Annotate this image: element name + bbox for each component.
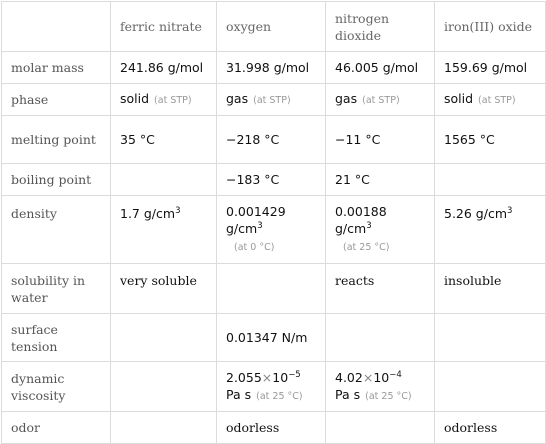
row-label: molar mass: [2, 52, 111, 84]
table-cell: [435, 314, 546, 362]
viscosity-value: $2.055\times 10^{-5}$: [226, 369, 301, 385]
density-condition: (at 25 °C): [343, 242, 390, 253]
table-cell: [326, 84, 435, 116]
phase-value: gas: [226, 91, 249, 106]
table-cell: −218 °C: [217, 116, 326, 164]
column-header: oxygen: [217, 2, 326, 52]
table-cell: −11 °C: [326, 116, 435, 164]
table-cell: 21 °C: [326, 164, 435, 196]
table-row-solubility: [2, 264, 546, 314]
column-header: ferric nitrate: [111, 2, 217, 52]
table-cell: 1565 °C: [435, 116, 546, 164]
phase-condition: (at STP): [154, 95, 192, 106]
density-exponent: 3: [507, 205, 513, 216]
table-cell: 35 °C: [111, 116, 217, 164]
table-cell: [435, 164, 546, 196]
table-row-density: [2, 196, 546, 264]
table-row-boiling-point: [2, 164, 546, 196]
table-cell: [326, 362, 435, 412]
table-cell: [326, 412, 435, 444]
density-value: 0.001429 g/cm: [226, 204, 286, 236]
viscosity-unit: Pa s: [335, 386, 361, 402]
table-cell: 241.86 g/mol: [111, 52, 217, 84]
table-cell: [111, 412, 217, 444]
row-label: melting point: [2, 116, 111, 164]
phase-value: solid: [120, 91, 150, 106]
column-header: iron(III) oxide: [435, 2, 546, 52]
row-label: solubility in water: [2, 264, 111, 314]
density-value: 5.26 g/cm: [444, 206, 508, 221]
phase-condition: (at STP): [478, 95, 516, 106]
table-cell: [435, 196, 546, 264]
viscosity-condition: (at 25 °C): [256, 390, 303, 402]
table-cell: [217, 196, 326, 264]
table-cell: odorless: [435, 412, 546, 444]
table-cell: [326, 314, 435, 362]
table-cell: [111, 362, 217, 412]
column-header: nitrogen dioxide: [326, 2, 435, 52]
table-cell: 31.998 g/mol: [217, 52, 326, 84]
header-row: [2, 2, 546, 52]
phase-value: gas: [335, 91, 358, 106]
density-exponent: 3: [257, 220, 263, 231]
density-value: 0.00188 g/cm: [335, 204, 387, 236]
table-row-odor: [2, 412, 546, 444]
density-exponent: 3: [175, 205, 181, 216]
table-cell: 0.01347 N/m: [217, 314, 326, 362]
table-row-molar-mass: [2, 52, 546, 84]
table-cell: 46.005 g/mol: [326, 52, 435, 84]
phase-value: solid: [444, 91, 474, 106]
row-label: phase: [2, 84, 111, 116]
table-cell: reacts: [326, 264, 435, 314]
table-cell: odorless: [217, 412, 326, 444]
table-cell: [111, 164, 217, 196]
table-cell: [217, 362, 326, 412]
viscosity-unit: Pa s: [226, 386, 252, 402]
table-cell: [435, 84, 546, 116]
phase-condition: (at STP): [362, 95, 400, 106]
table-row-melting-point: [2, 116, 546, 164]
table-cell: [326, 196, 435, 264]
row-label: density: [2, 196, 111, 264]
row-label: surface tension: [2, 314, 111, 362]
table-cell: insoluble: [435, 264, 546, 314]
table-cell: 159.69 g/mol: [435, 52, 546, 84]
density-value: 1.7 g/cm: [120, 206, 176, 221]
table-cell: [435, 362, 546, 412]
table-cell: [111, 314, 217, 362]
table-row-phase: [2, 84, 546, 116]
table-cell: [217, 264, 326, 314]
phase-condition: (at STP): [253, 95, 291, 106]
table-cell: [111, 196, 217, 264]
density-condition: (at 0 °C): [234, 242, 275, 253]
table-row-surface-tension: [2, 314, 546, 362]
table-cell: very soluble: [111, 264, 217, 314]
viscosity-condition: (at 25 °C): [365, 390, 412, 402]
table-cell: −183 °C: [217, 164, 326, 196]
table-cell: [111, 84, 217, 116]
row-label: dynamic viscosity: [2, 362, 111, 412]
table-row-dynamic-viscosity: [2, 362, 546, 412]
density-exponent: 3: [366, 220, 372, 231]
row-label: odor: [2, 412, 111, 444]
table-cell: [217, 84, 326, 116]
viscosity-value: $4.02\times 10^{-4}$: [335, 369, 402, 385]
corner-cell: [2, 2, 111, 52]
properties-table: [1, 1, 546, 444]
row-label: boiling point: [2, 164, 111, 196]
